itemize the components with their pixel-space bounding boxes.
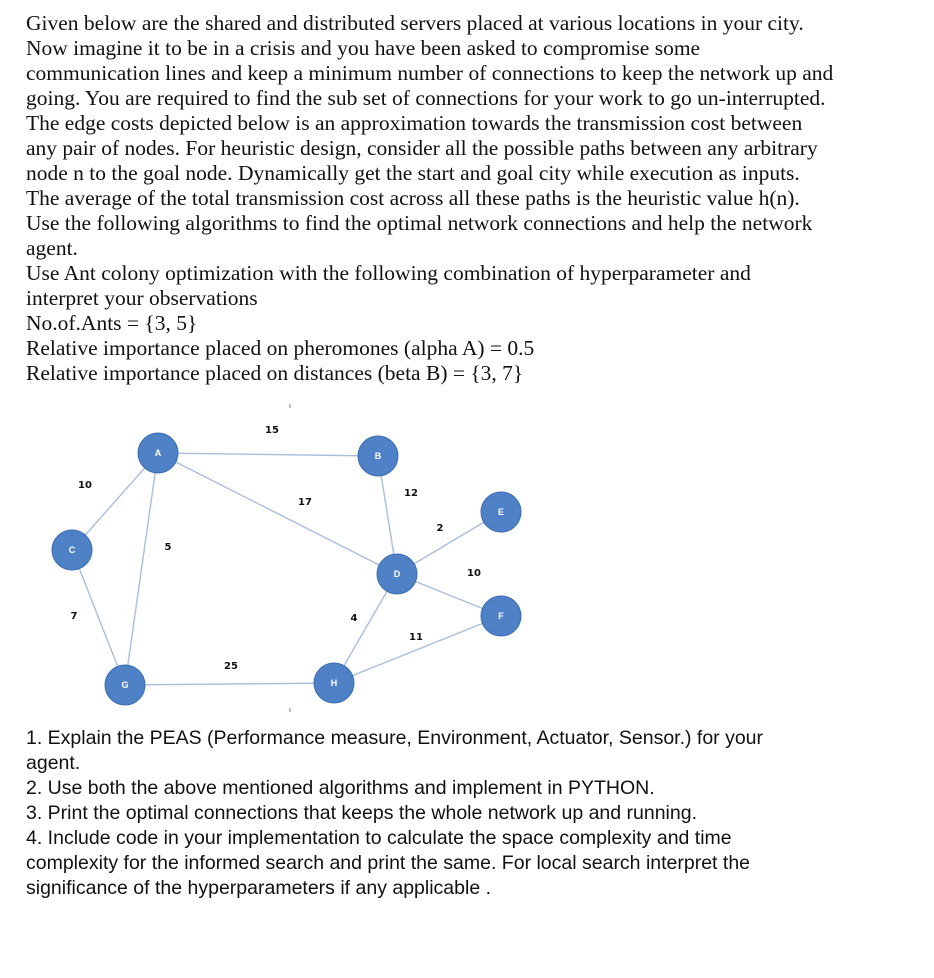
node-h-label: H: [330, 678, 338, 688]
question-line: 1. Explain the PEAS (Performance measure, Environment, Actuator, Sensor.) for your: [26, 727, 764, 749]
intro-line: Use Ant colony optimization with the following combination of hyperparameter and: [26, 261, 751, 285]
node-c: [52, 530, 92, 570]
weight-d-f: 10: [467, 568, 481, 579]
node-b-label: B: [374, 451, 382, 461]
edge-f-h: [334, 616, 501, 683]
network-graph: [50, 398, 550, 718]
node-a-label: A: [154, 448, 162, 458]
intro-line: interpret your observations: [26, 286, 258, 310]
intro-line: communication lines and keep a minimum number of connections to keep the network up and: [26, 61, 834, 85]
intro-line: agent.: [26, 236, 78, 260]
hyperparam-ants: No.of.Ants = {3, 5}: [26, 311, 198, 335]
intro-line: going. You are required to find the sub set of connections for your work to go un-interrupted.: [26, 86, 826, 110]
intro-line: The edge costs depicted below is an approximation towards the transmission cost between: [26, 111, 803, 135]
hyperparam-beta: Relative importance placed on distances (beta B) = {3, 7}: [26, 361, 524, 385]
node-a: [138, 433, 178, 473]
node-f-label: F: [498, 611, 504, 621]
weight-c-g: 7: [70, 611, 78, 622]
edge-a-d: [158, 453, 397, 574]
weight-b-d: 12: [404, 488, 418, 499]
node-b: [358, 436, 398, 476]
weight-a-g: 5: [164, 542, 172, 553]
weight-d-h: 4: [350, 613, 358, 624]
node-f: [481, 596, 521, 636]
edge-a-b: [158, 453, 378, 456]
weight-a-c: 10: [78, 480, 92, 491]
question-line: 2. Use both the above mentioned algorithms and implement in PYTHON.: [26, 777, 655, 799]
question-line: significance of the hyperparameters if any applicable .: [26, 877, 492, 899]
task-questions: [26, 726, 906, 901]
weight-g-h: 25: [224, 661, 238, 672]
node-e-label: E: [497, 507, 505, 517]
hyperparam-alpha: Relative importance placed on pheromones (alpha A) = 0.5: [26, 336, 535, 360]
weight-a-d: 17: [298, 497, 312, 508]
intro-line: node n to the goal node. Dynamically get the start and goal city while execution as inputs.: [26, 161, 800, 185]
question-line: 3. Print the optimal connections that keeps the whole network up and running.: [26, 802, 697, 824]
intro-line: Given below are the shared and distributed servers placed at various locations in your city.: [26, 11, 804, 35]
intro-line: Now imagine it to be in a crisis and you have been asked to compromise some: [26, 36, 701, 60]
node-g: [105, 665, 145, 705]
question-line: 4. Include code in your implementation to calculate the space complexity and time: [26, 827, 732, 849]
node-d: [377, 554, 417, 594]
question-line: agent.: [26, 752, 81, 774]
edge-c-g: [72, 550, 125, 685]
weight-f-h: 11: [409, 632, 423, 643]
node-c-label: C: [68, 545, 76, 555]
node-g-label: G: [121, 680, 129, 690]
intro-line: The average of the total transmission cost across all these paths is the heuristic value h(n).: [26, 186, 800, 210]
intro-line: any pair of nodes. For heuristic design, consider all the possible paths between any arbitrary: [26, 136, 818, 160]
edge-a-g: [125, 453, 158, 685]
intro-line: Use the following algorithms to find the optimal network connections and help the network: [26, 211, 813, 235]
node-h: [314, 663, 354, 703]
node-d-label: D: [393, 569, 401, 579]
node-e: [481, 492, 521, 532]
problem-statement: [26, 11, 906, 386]
edge-g-h: [125, 683, 334, 685]
weight-a-b: 15: [265, 425, 279, 436]
question-line: complexity for the informed search and print the same. For local search interpret the: [26, 852, 751, 874]
weight-d-e: 2: [436, 523, 444, 534]
